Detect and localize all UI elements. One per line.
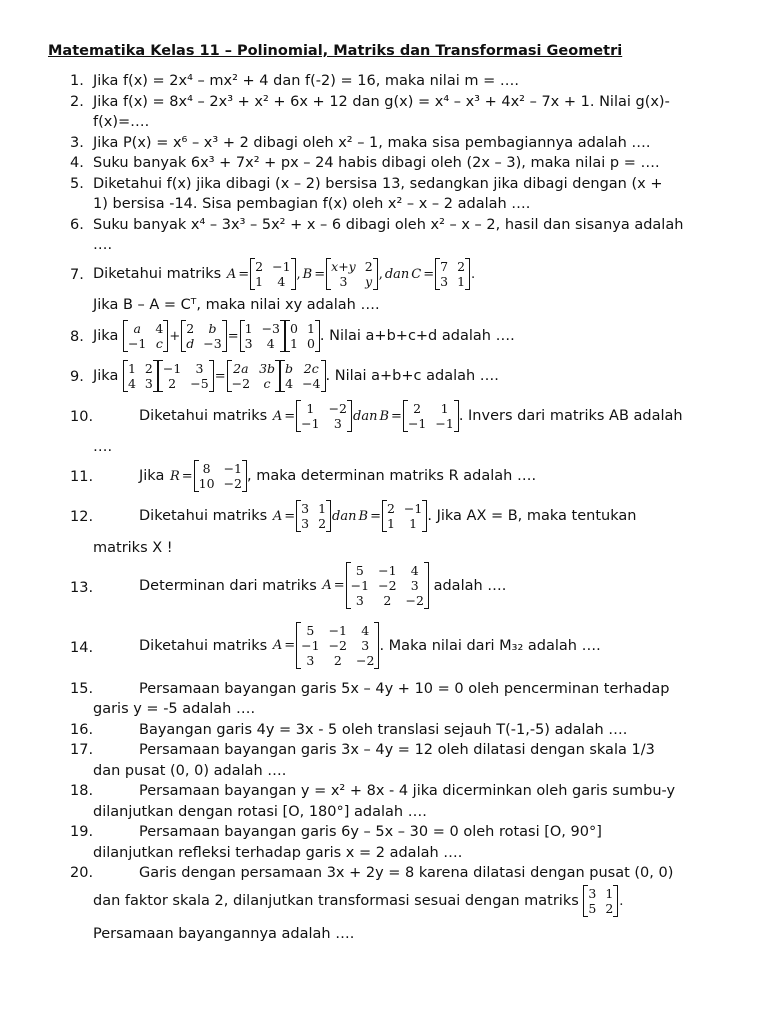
question-text-tail: , maka determinan matriks R adalah …. [247,468,537,484]
matrix-cell: −1 [328,623,348,638]
question-text-label: Determinan dari matriks [139,577,317,594]
question-text: Persamaan bayangan garis 6y – 5x – 30 = 0 oleh rotasi [O, 90°] [139,824,602,840]
question-text-label: Diketahui matriks [139,408,268,424]
dan-label: dan [332,508,357,524]
question-text [139,562,506,609]
question-text-label: Jika [93,368,119,384]
matrix-cell: −1 [435,416,454,431]
matrix-cell: −1 [350,578,370,593]
matrix-cell: −2 [231,376,251,391]
question-text: Bayangan garis 4y = 3x - 5 oleh translasi sejauh T(-1,-5) adalah …. [139,722,628,738]
matrix-cell: 3 [144,376,153,391]
question-text [93,360,499,392]
matrix-label-b: B [379,408,390,424]
question-number: 1. [70,73,84,89]
matrix-cell: 1 [605,886,614,901]
matrix-4 [280,360,325,392]
matrix-cell: 8 [202,461,211,476]
matrix-cell: 3 [244,336,253,351]
question-text-tail: . Nilai a+b+c+d adalah …. [319,328,515,344]
question-text-label: Diketahui matriks [139,508,268,524]
question-text-tail: . Maka nilai dari M₃₂ adalah …. [379,637,601,654]
question-text: Persamaan bayangan garis 5x – 4y + 10 = 0 oleh pencerminan terhadap [139,681,670,697]
matrix-a [250,258,295,290]
question-text [139,500,636,532]
matrix-cell: 1 [306,401,315,416]
matrix-cell: 3 [355,593,364,608]
equals-sign: = [423,266,435,282]
question-text [93,258,476,290]
question-text-cont: dan pusat (0, 0) adalah …. [93,763,287,779]
question-text: Persamaan bayangan garis 3x – 4y = 12 oleh dilatasi dengan skala 1/3 [139,742,655,758]
matrix-cell: 1 [290,336,298,351]
question-number: 18. [70,783,94,799]
question-text [93,320,515,352]
question-number: 8. [70,329,84,345]
equals-sign: = [284,408,296,424]
question-text-cont: dilanjutkan dengan rotasi [O, 180°] adalah …. [93,804,427,820]
question-number: 4. [70,155,84,171]
equals-sign: = [238,266,250,282]
equals-sign: = [370,508,381,524]
question-number: 2. [70,94,84,110]
matrix-a [296,400,352,432]
matrix-b [382,500,427,532]
question-text-cont: Jika B – A = Cᵀ, maka nilai xy adalah …. [93,297,380,313]
matrix-2 [158,360,214,392]
matrix-3 [227,360,280,392]
question-number: 11. [70,469,94,485]
equals-sign: = [314,266,326,282]
matrix-cell: y [365,274,373,289]
question-text [139,400,683,432]
question-number: 10. [70,409,94,425]
matrix-cell: 4 [410,563,419,578]
matrix-cell: 2 [318,516,327,531]
question-number: 16. [70,722,94,738]
matrix-cell: 2 [186,321,195,336]
question-text-label: Jika [93,328,119,344]
matrix-cell: −1 [127,336,147,351]
matrix-cell: 0 [306,336,315,351]
question-text-label: Diketahui matriks [93,266,222,282]
matrix-cell: 3 [339,274,348,289]
matrix-label-r: R [169,468,180,484]
matrix-cell: −1 [223,461,242,476]
question-text-cont: garis y = -5 adalah …. [93,701,256,717]
question-text-cont: matriks X ! [93,540,173,556]
question-number: 5. [70,176,84,192]
matrix-cell: 1 [386,516,395,531]
matrix-cell: 1 [255,274,264,289]
question-number: 13. [70,580,94,596]
question-number: 14. [70,640,94,656]
matrix-cell: 1 [306,321,315,336]
matrix-cell: 1 [440,401,449,416]
matrix-label-a: A [272,508,283,524]
question-text: Jika P(x) = x⁶ – x³ + 2 dibagi oleh x² – 1, maka sisa pembagiannya adalah …. [93,135,651,151]
dan-label: dan [353,408,378,424]
matrix-cell: −2 [328,638,348,653]
matrix-cell: 3 [301,501,310,516]
matrix-b [326,258,378,290]
plus-sign: + [169,328,181,344]
matrix-cell: 4 [361,623,370,638]
matrix-cell: −3 [261,321,280,336]
matrix-cell: c [263,376,271,391]
matrix-cell: 2 [333,653,342,668]
matrix-3 [240,320,285,352]
equals-sign: = [284,508,296,524]
comma: , [296,266,301,282]
matrix-1 [123,360,158,392]
question-number: 6. [70,217,84,233]
matrix-cell: 1 [318,501,327,516]
matrix-r [194,460,247,492]
matrix-cell: a [133,321,141,336]
matrix-cell: x+y [331,259,356,274]
matrix-label-a: A [226,266,237,282]
question-text: Diketahui f(x) jika dibagi (x – 2) bersisa 13, sedangkan jika dibagi dengan (x + [93,176,663,192]
matrix-cell: 4 [266,336,275,351]
matrix-cell: 2 [168,376,177,391]
equals-sign: = [181,468,193,484]
matrix-cell: 2 [364,259,373,274]
question-text-label: dan faktor skala 2, dilanjutkan transformasi sesuai dengan matriks [93,893,579,909]
question-text [139,460,536,492]
matrix-cell: 3 [306,653,315,668]
question-number: 3. [70,135,84,151]
question-text [139,622,601,669]
period: . [471,266,476,282]
matrix-cell: 5 [588,901,597,916]
question-text: Jika f(x) = 8x⁴ – 2x³ + x² + 6x + 12 dan g(x) = x⁴ – x³ + 4x² – 7x + 1. Nilai g(x)- [93,94,670,110]
matrix-cell: b [208,321,217,336]
matrix-cell: 5 [355,563,364,578]
matrix-cell: 2a [233,361,249,376]
question-text-cont: Persamaan bayangannya adalah …. [93,926,355,942]
dan-label: dan [384,266,410,282]
matrix-4 [285,320,320,352]
matrix-a [296,622,379,669]
matrix-label-b: B [358,508,369,524]
matrix-cell: 4 [277,274,286,289]
matrix-cell: 4 [285,376,294,391]
matrix-cell: −1 [378,563,397,578]
matrix-cell: −2 [405,593,424,608]
equals-sign: = [214,368,226,384]
matrix-cell: 1 [409,516,418,531]
matrix-cell: 3 [588,886,597,901]
question-number: 19. [70,824,94,840]
matrix-cell: 2 [383,593,392,608]
matrix-cell: b [285,361,294,376]
matrix-cell: 7 [440,259,449,274]
matrix-b [403,400,459,432]
matrix-label-a: A [272,408,283,424]
matrix-2 [181,320,226,352]
question-text: Garis dengan persamaan 3x + 2y = 8 karena dilatasi dengan pusat (0, 0) [139,865,674,881]
equals-sign: = [333,578,345,593]
question-text-tail: adalah …. [433,577,507,594]
matrix-cell: −2 [378,578,397,593]
matrix-cell: −1 [272,259,291,274]
question-number: 7. [70,267,84,283]
question-text-cont: …. [93,237,113,253]
equals-sign: = [284,638,296,653]
question-text: Persamaan bayangan y = x² + 8x - 4 jika dicerminkan oleh garis sumbu-y [139,783,676,799]
matrix-cell: 1 [244,321,253,336]
matrix-cell: −1 [301,638,320,653]
matrix-cell: −1 [407,416,427,431]
question-text-cont [93,885,624,917]
matrix-label-c: C [411,266,422,282]
question-text: Suku banyak 6x³ + 7x² + px – 24 habis dibagi oleh (2x – 3), maka nilai p = …. [93,155,660,171]
question-number: 15. [70,681,94,697]
matrix-cell: 3 [361,638,370,653]
matrix-cell: 3 [410,578,419,593]
comma: , [378,266,383,282]
matrix-a [346,562,429,609]
question-text-cont: …. [93,439,113,455]
matrix-cell: 3 [195,361,204,376]
matrix-cell: 2c [303,361,319,376]
matrix-cell: 4 [127,376,136,391]
matrix-cell: −2 [223,476,242,491]
matrix-cell: −5 [190,376,209,391]
matrix-cell: 2 [457,259,466,274]
matrix-c [435,258,470,290]
matrix-cell: 1 [127,361,136,376]
question-number: 9. [70,369,84,385]
question-text-label: Diketahui matriks [139,637,268,654]
equals-sign: = [391,408,402,424]
matrix-cell: −2 [356,653,375,668]
matrix-cell: 3 [301,516,310,531]
matrix-cell: 1 [457,274,466,289]
page-title: Matematika Kelas 11 – Polinomial, Matriks dan Transformasi Geometri [48,43,623,59]
matrix-cell: 2 [255,259,264,274]
matrix-cell: 0 [290,321,298,336]
question-text-tail: . Jika AX = B, maka tentukan [427,508,637,524]
matrix-cell: −1 [301,416,320,431]
matrix-cell: 4 [155,321,164,336]
question-text: Jika f(x) = 2x⁴ – mx² + 4 dan f(-2) = 16, maka nilai m = …. [93,73,519,89]
matrix-cell: 2 [386,501,395,516]
matrix-cell: c [155,336,163,351]
matrix-cell: d [186,336,195,351]
matrix-cell: −1 [162,361,182,376]
question-text: Suku banyak x⁴ – 3x³ – 5x² + x – 6 dibagi oleh x² – x – 2, hasil dan sisanya adalah [93,217,684,233]
question-number: 12. [70,509,94,525]
matrix-cell: −1 [403,501,423,516]
transform-matrix [583,885,618,917]
matrix-cell: 3b [259,361,276,376]
question-text-tail: . Invers dari matriks AB adalah [458,408,683,424]
matrix-cell: 2 [605,901,614,916]
matrix-label-a: A [272,638,283,653]
equals-sign: = [227,328,239,344]
matrix-label-b: B [302,266,313,282]
question-text-cont: dilanjutkan refleksi terhadap garis x = 2 adalah …. [93,845,463,861]
question-number: 17. [70,742,94,758]
matrix-cell: 3 [333,416,342,431]
matrix-cell: 2 [413,401,422,416]
matrix-cell: 2 [144,361,153,376]
question-text-tail: . Nilai a+b+c adalah …. [325,368,499,384]
question-text-cont: 1) bersisa -14. Sisa pembagian f(x) oleh x² – x – 2 adalah …. [93,196,531,212]
matrix-cell: −2 [328,401,348,416]
matrix-cell: −4 [302,376,321,391]
question-number: 20. [70,865,94,881]
matrix-cell: 3 [440,274,449,289]
matrix-label-a: A [322,578,332,593]
matrix-cell: −3 [203,336,222,351]
period: . [619,893,624,909]
question-text-cont: f(x)=…. [93,114,150,130]
matrix-a [296,500,331,532]
matrix-cell: 10 [198,476,215,491]
matrix-1 [123,320,168,352]
matrix-cell: 5 [306,623,315,638]
question-text-label: Jika [139,468,165,484]
